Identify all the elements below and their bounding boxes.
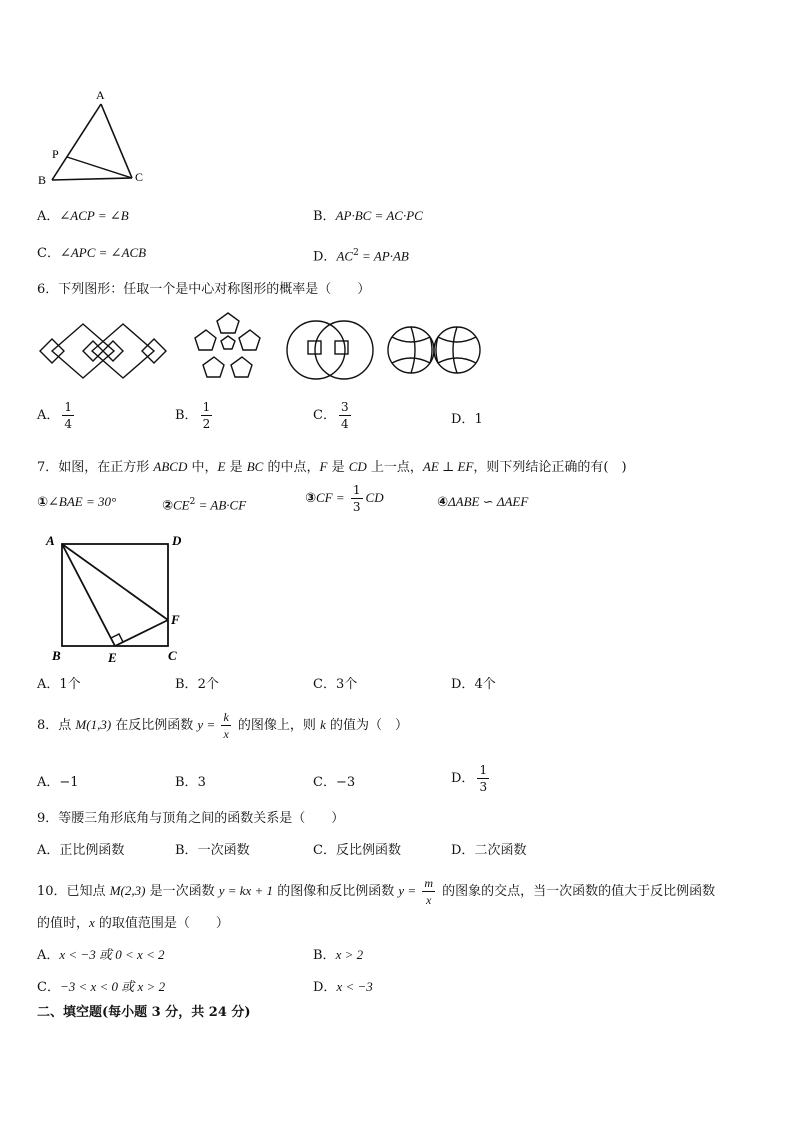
- two-circles-arcs-icon: [386, 317, 482, 383]
- fraction: [339, 401, 351, 430]
- option-letter: C．: [313, 775, 336, 790]
- q6-option-c[interactable]: [313, 401, 354, 430]
- option-letter: A．: [37, 677, 60, 692]
- q10-option-c[interactable]: [37, 979, 165, 996]
- vertex-label-a: A: [46, 533, 55, 548]
- stem-text: 是: [225, 460, 247, 475]
- option-text: −1: [59, 775, 79, 790]
- option-letter: A．: [37, 843, 60, 858]
- stem-text: 上一点，: [366, 460, 423, 475]
- denominator: 4: [64, 417, 73, 431]
- stem-math: x: [89, 915, 95, 930]
- option-letter: C．: [37, 246, 60, 261]
- interlocked-diamonds-icon: [36, 320, 170, 382]
- numerator: 1: [479, 763, 488, 777]
- circled-number: ③: [305, 491, 317, 506]
- triangle-figure: [30, 85, 160, 190]
- square-figure: [40, 528, 190, 668]
- stem-math: ABCD: [153, 459, 188, 474]
- vertex-label-f: F: [171, 612, 180, 627]
- q9-option-c[interactable]: [313, 843, 401, 859]
- option-letter: C．: [313, 677, 336, 692]
- conclusion-text: CF =: [316, 490, 348, 505]
- q5-option-b[interactable]: [313, 208, 423, 225]
- option-text: x > 2: [335, 947, 364, 962]
- vertex-label-c: C: [168, 648, 177, 663]
- option-letter: A．: [37, 948, 60, 963]
- fraction: [62, 401, 74, 430]
- conclusion-sup: 2: [189, 497, 196, 507]
- q10-stem-line1: [37, 877, 715, 906]
- numerator: k: [223, 710, 229, 724]
- option-text: x < −3 或 0 < x < 2: [59, 947, 165, 962]
- option-letter: A．: [37, 408, 60, 423]
- q6-option-b[interactable]: [175, 401, 215, 430]
- numerator: 1: [352, 483, 361, 497]
- option-letter: B．: [175, 408, 198, 423]
- q5-option-d[interactable]: [313, 245, 409, 265]
- option-sup: 2: [353, 248, 359, 258]
- stem-text: 是: [327, 460, 349, 475]
- q9-stem: 9．等腰三角形底角与顶角之间的函数关系是（ ）: [37, 811, 345, 826]
- stem-math: y = kx + 1: [218, 883, 274, 898]
- q7-option-c[interactable]: [313, 677, 357, 693]
- stem-math: M(1,3): [75, 717, 112, 732]
- numerator: m: [424, 876, 434, 890]
- fraction: [422, 877, 435, 906]
- vertex-label-b: B: [52, 648, 61, 663]
- conclusion-text: CE: [173, 497, 190, 513]
- q7-stem: [37, 459, 627, 476]
- q5-option-c[interactable]: [37, 245, 146, 262]
- stem-math: CD: [348, 459, 367, 474]
- q8-option-b[interactable]: [175, 775, 206, 791]
- stem-math: M(2,3): [109, 883, 146, 898]
- fraction: [201, 401, 213, 430]
- q7-conclusion-1: [37, 494, 116, 511]
- q10-option-d[interactable]: [313, 979, 373, 996]
- option-text: 1个: [59, 677, 81, 692]
- option-text: AC: [336, 248, 354, 264]
- stem-math: BC: [246, 459, 264, 474]
- stem-text: 的值为（ ）: [325, 718, 408, 733]
- q8-stem: [37, 711, 408, 740]
- q7-conclusion-3: [305, 484, 384, 513]
- denominator: 3: [479, 780, 488, 794]
- stem-text: 7．如图，在正方形: [37, 460, 154, 475]
- section-heading: 二、填空题(每小题 3 分，共 24 分): [37, 1005, 251, 1020]
- fraction: [477, 764, 489, 793]
- circled-number: ①: [37, 495, 49, 510]
- option-letter: D．: [451, 412, 475, 427]
- q7-option-d[interactable]: [451, 677, 496, 693]
- stem-text: 在反比例函数: [111, 718, 198, 733]
- conclusion-text-post: CD: [365, 490, 384, 505]
- option-letter: C．: [313, 408, 336, 423]
- option-text-post: = AP·AB: [358, 248, 409, 264]
- option-text: 一次函数: [197, 843, 250, 858]
- stem-math: y =: [398, 883, 420, 898]
- option-text: 3个: [335, 677, 358, 692]
- stem-math: AE ⊥ EF: [422, 459, 474, 474]
- stem-text: 的图像上，则: [233, 718, 321, 733]
- circled-number: ②: [162, 498, 174, 514]
- conclusion-text: ∠BAE = 30°: [48, 494, 117, 509]
- option-text: ∠ACP = ∠B: [59, 208, 129, 223]
- option-letter: B．: [175, 677, 198, 692]
- option-text: 正比例函数: [59, 843, 125, 858]
- option-text: 3: [197, 775, 206, 790]
- option-text: ∠APC = ∠ACB: [59, 245, 147, 260]
- option-text: −3 < x < 0 或 x > 2: [59, 979, 166, 994]
- q7-conclusion-4: [437, 494, 528, 511]
- option-text: 1: [474, 412, 483, 427]
- option-letter: A．: [37, 209, 60, 224]
- stem-math: k: [320, 717, 326, 732]
- option-text: AP·BC = AC·PC: [335, 208, 423, 223]
- denominator: 2: [202, 417, 211, 431]
- q8-option-c[interactable]: [313, 775, 355, 791]
- option-letter: A．: [37, 775, 60, 790]
- stem-math: y =: [197, 717, 219, 732]
- q7-option-a[interactable]: [37, 677, 81, 693]
- q9-option-d[interactable]: [451, 843, 526, 859]
- stem-text: 是一次函数: [145, 884, 219, 899]
- q6-option-d[interactable]: [451, 412, 483, 428]
- option-letter: D．: [451, 843, 475, 858]
- q9-option-b[interactable]: [175, 843, 250, 859]
- option-text: 二次函数: [474, 843, 527, 858]
- q9-option-a[interactable]: [37, 843, 124, 859]
- option-letter: D．: [313, 249, 337, 265]
- denominator: x: [426, 893, 432, 907]
- denominator: 3: [352, 500, 361, 514]
- option-letter: D．: [313, 980, 337, 995]
- option-letter: B．: [175, 843, 198, 858]
- stem-text: 的图象的交点，当一次函数的值大于反比例函数: [438, 884, 716, 899]
- stem-text: 中，: [187, 460, 218, 475]
- stem-text: 的图像和反比例函数: [273, 884, 399, 899]
- q6-option-a[interactable]: [37, 401, 77, 430]
- denominator: 4: [340, 417, 349, 431]
- vertex-label-c: C: [135, 170, 144, 184]
- circled-number: ④: [437, 495, 449, 510]
- fraction: [351, 484, 363, 513]
- q8-option-a[interactable]: [37, 775, 79, 791]
- option-text: 反比例函数: [335, 843, 401, 858]
- option-letter: C．: [37, 980, 60, 995]
- vertex-label-d: D: [172, 533, 182, 548]
- conclusion-text-post: = AB·CF: [195, 497, 247, 513]
- option-text: x < −3: [336, 979, 373, 994]
- q5-option-a[interactable]: [37, 208, 129, 225]
- conclusion-text: ΔABE ∽ ΔAEF: [448, 494, 529, 509]
- five-pentagons-icon: [190, 311, 266, 383]
- option-text: 2个: [197, 677, 219, 692]
- q10-option-a[interactable]: [37, 947, 165, 964]
- option-letter: B．: [175, 775, 198, 790]
- two-circles-squares-icon: [284, 317, 376, 383]
- option-letter: D．: [451, 677, 475, 692]
- stem-math: E: [217, 459, 226, 474]
- stem-text: ，则下列结论正确的有( ): [473, 460, 627, 475]
- vertex-label-b: B: [38, 173, 47, 187]
- stem-text: 的值时，: [37, 916, 90, 931]
- option-letter: C．: [313, 843, 336, 858]
- q8-option-d[interactable]: [451, 764, 492, 793]
- stem-text: 的中点，: [263, 460, 320, 475]
- q10-stem-line2: [37, 915, 229, 932]
- q10-option-b[interactable]: [313, 947, 363, 964]
- numerator: 1: [202, 400, 211, 414]
- option-letter: B．: [313, 209, 336, 224]
- denominator: x: [223, 727, 229, 741]
- vertex-label-a: A: [96, 88, 105, 102]
- numerator: 3: [340, 400, 349, 414]
- vertex-label-e: E: [108, 650, 117, 665]
- q6-stem: 6．下列图形：任取一个是中心对称图形的概率是（ ）: [37, 282, 371, 297]
- stem-text: 的取值范围是（ ）: [94, 916, 229, 931]
- stem-math: F: [319, 459, 328, 474]
- fraction: [221, 711, 230, 740]
- q7-option-b[interactable]: [175, 677, 219, 693]
- option-text: −3: [335, 775, 356, 790]
- numerator: 1: [64, 400, 73, 414]
- stem-text: 8．点: [37, 718, 76, 733]
- option-letter: B．: [313, 948, 336, 963]
- option-letter: D．: [451, 771, 475, 786]
- vertex-label-p: P: [52, 147, 59, 161]
- option-text: 4个: [474, 677, 496, 692]
- stem-text: 10．已知点: [37, 884, 110, 899]
- q7-conclusion-2: [162, 494, 246, 514]
